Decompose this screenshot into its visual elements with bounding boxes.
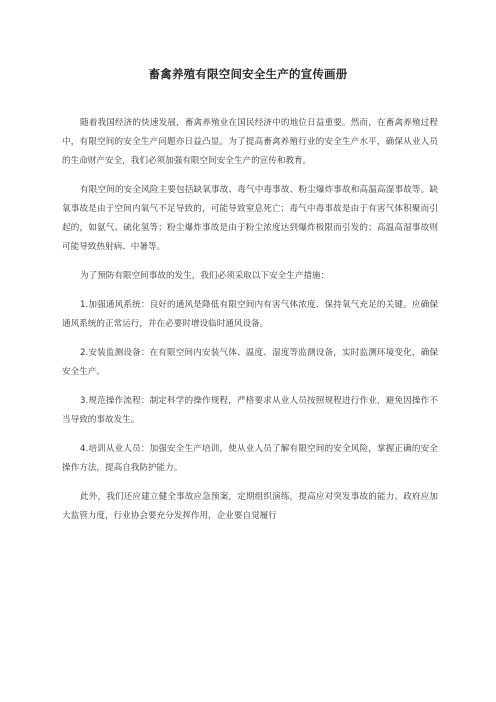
document-body xyxy=(62,114,438,536)
paragraph-measure-training: 4.培训从业人员：加强安全生产培训，使从业人员了解有限空间的安全风险，掌握正确的安全操作方法，提高自我防护能力。 xyxy=(62,444,438,473)
paragraph-measure-ventilation: 1.加强通风系统：良好的通风是降低有限空间内有害气体浓度、保持氧气充足的关键。应确保通风系统的正常运行，并在必要时增设临时通风设备。 xyxy=(62,300,438,329)
document-title: 畜禽养殖有限空间安全生产的宣传画册 xyxy=(148,67,348,81)
paragraph-risks: 有限空间的安全风险主要包括缺氧事故、毒气中毒事故、粉尘爆炸事故和高温高湿事故等。缺氧事故是由于空间内氧气不足导致的，可能导致窒息死亡；毒气中毒事故是由于有害气体积聚而引起的，如氨气、硫化氢等；粉尘爆炸事故是由于粉尘浓度达到爆炸极限而引发的；高温高湿事故则可能导致热射病、中暑等。 xyxy=(62,185,438,252)
paragraph-measure-procedures: 3.规范操作流程：制定科学的操作规程，严格要求从业人员按照规程进行作业，避免因操作不当导致的事故发生。 xyxy=(62,396,438,425)
paragraph-measures-intro: 为了预防有限空间事故的发生，我们必须采取以下安全生产措施： xyxy=(80,271,330,281)
paragraph-emergency: 此外，我们还应建立健全事故应急预案，定期组织演练，提高应对突发事故的能力。政府应加大监管力度，行业协会要充分发挥作用，企业要自觉履行 xyxy=(62,492,438,521)
paragraph-measure-monitoring: 2.安装监测设备：在有限空间内安装气体、温度、湿度等监测设备，实时监测环境变化，确保安全生产。 xyxy=(62,348,438,377)
paragraph-intro: 随着我国经济的快速发展，畜禽养殖业在国民经济中的地位日益重要。然而，在畜禽养殖过程中，有限空间的安全生产问题亦日益凸显。为了提高畜禽养殖行业的安全生产水平，确保从业人员的生命财产安全，我们必须加强有限空间安全生产的宣传和教育。 xyxy=(62,118,438,166)
